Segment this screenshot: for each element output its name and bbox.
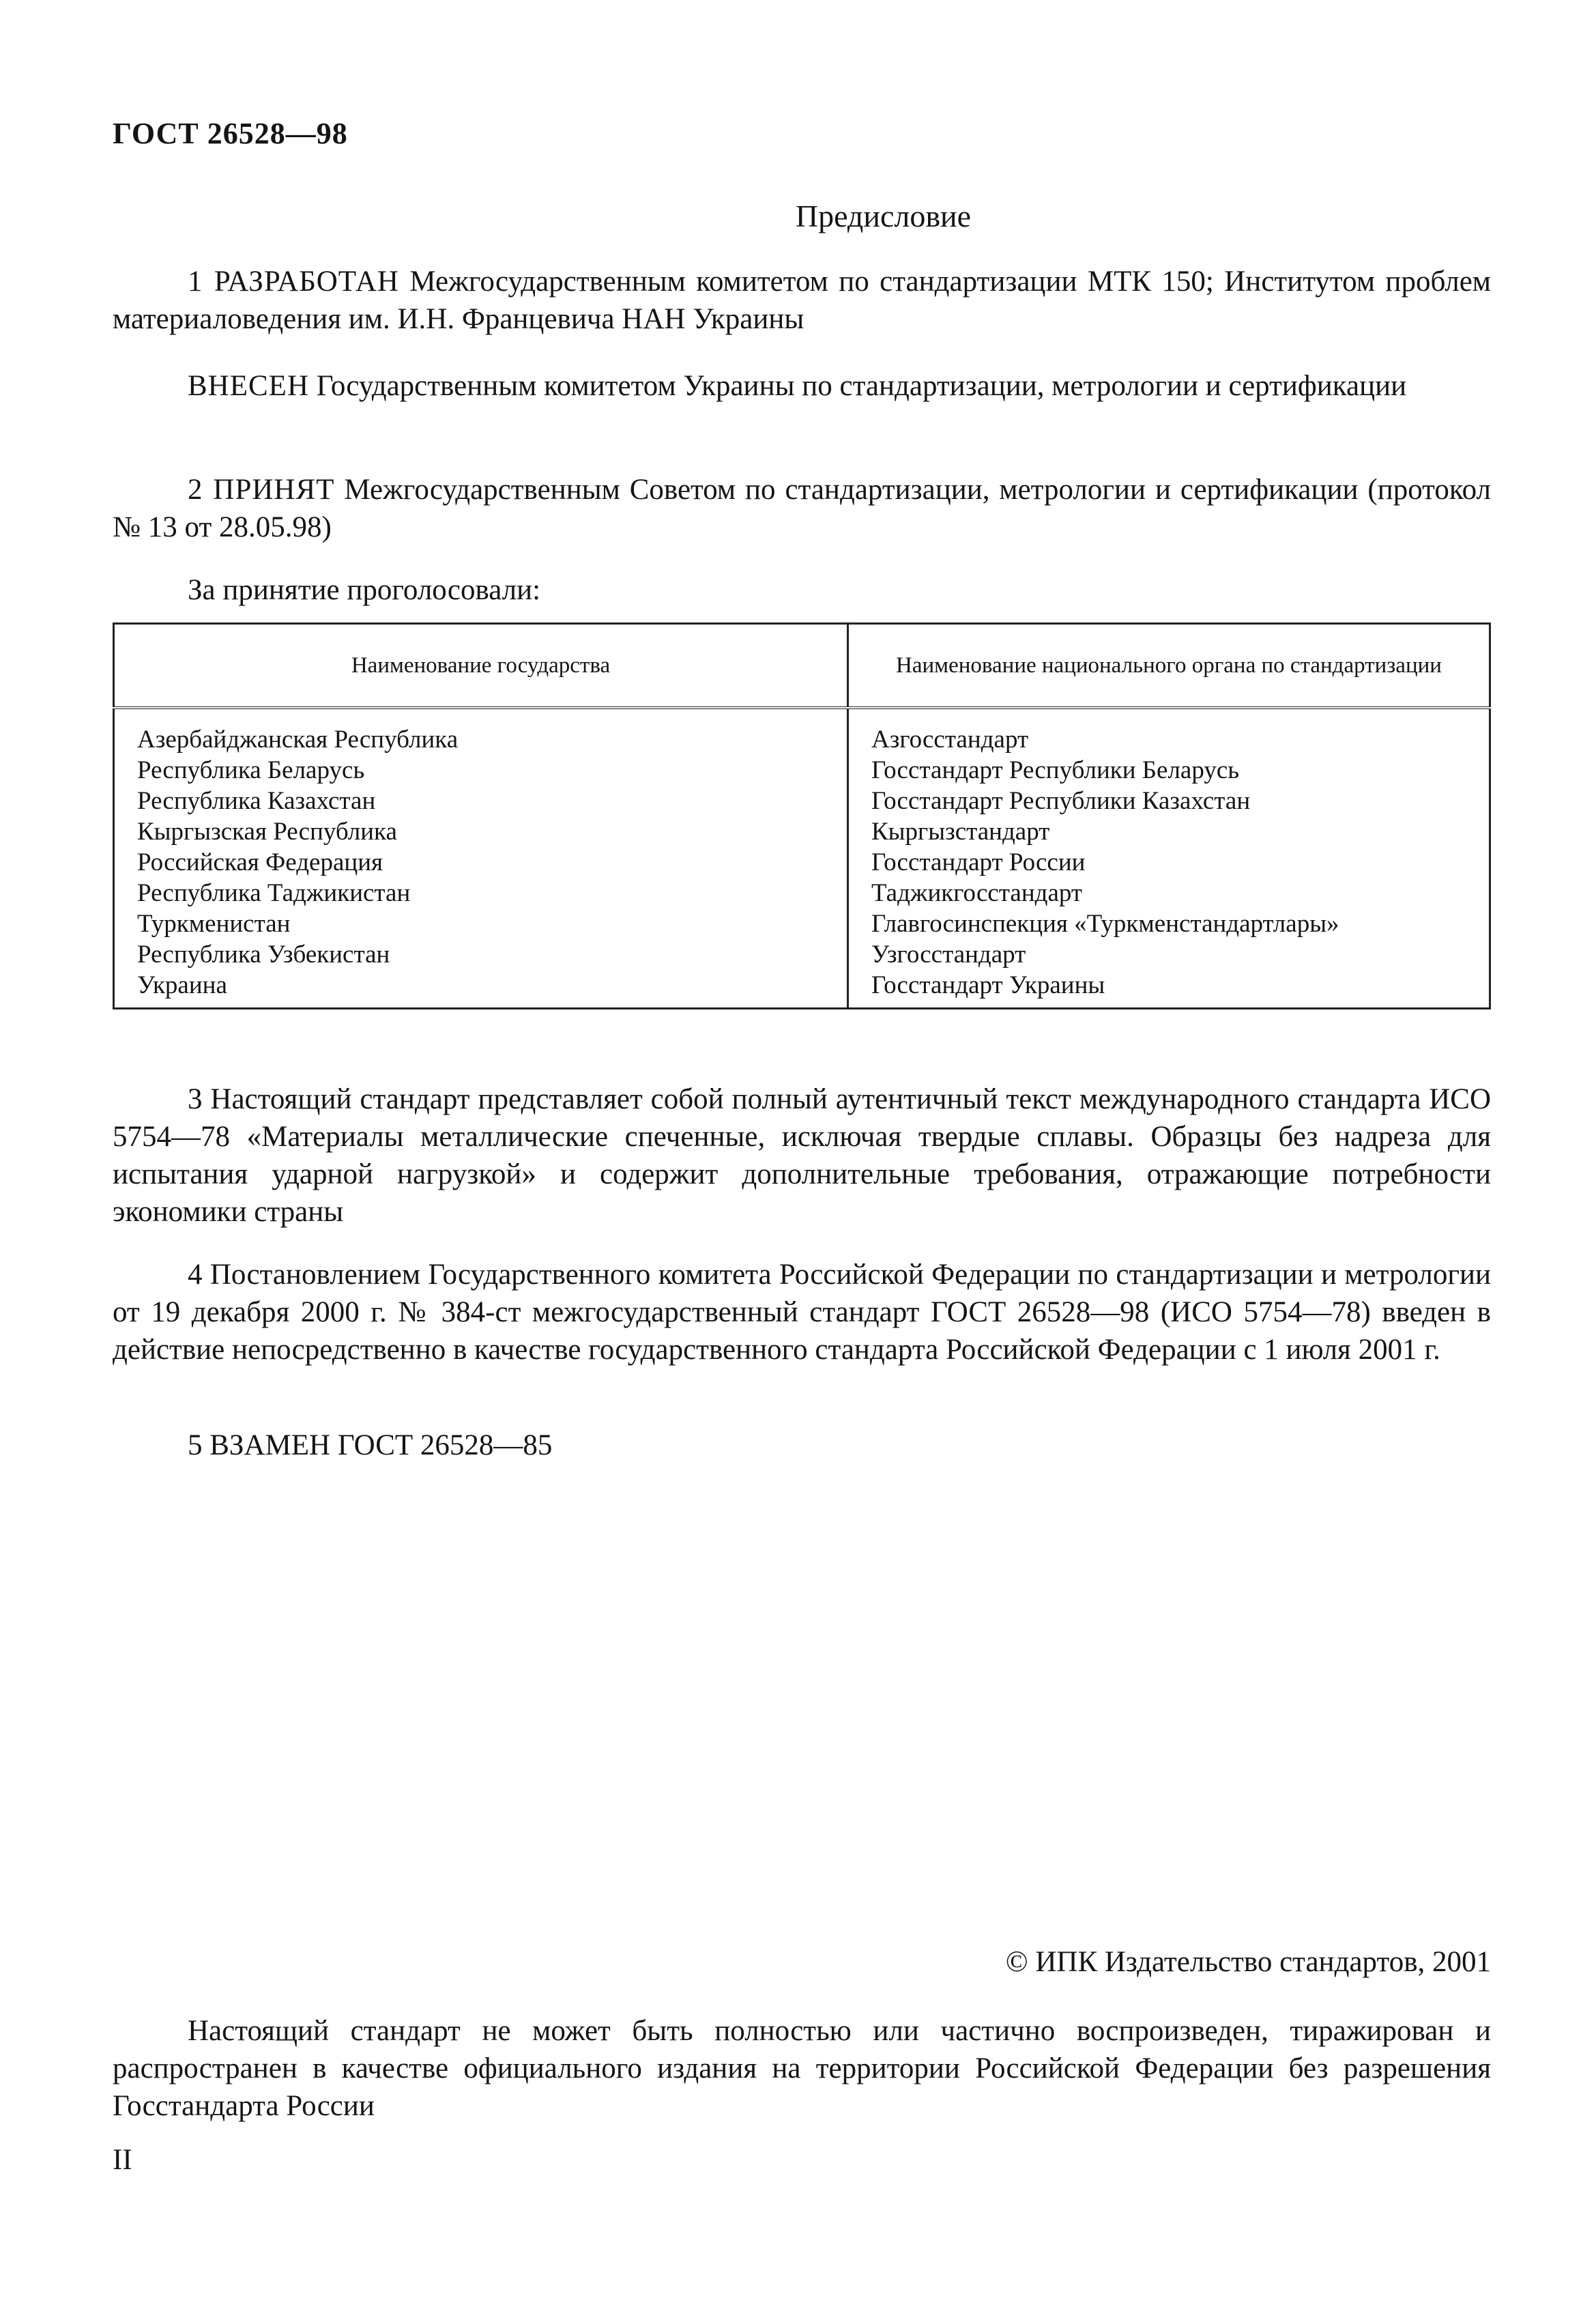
voting-states-table: [113, 622, 1491, 1009]
state-name: Кыргызская Республика: [137, 818, 397, 846]
standards-body-name: Госстандарт Республики Беларусь: [871, 756, 1240, 784]
preface-item-1: [113, 263, 1491, 338]
votes-label: За принятие проголосовали:: [188, 574, 541, 606]
item2-lead: 2 ПРИНЯТ: [188, 474, 335, 506]
standards-body-name: Госстандарт России: [871, 848, 1086, 876]
state-name: Республика Казахстан: [137, 787, 376, 815]
item1b-lead: ВНЕСЕН: [188, 370, 309, 402]
standards-body-name: Госстандарт Республики Казахстан: [871, 787, 1251, 815]
reproduction-notice: Настоящий стандарт не может быть полностью или частично воспроизведен, тиражирован и распространен в качестве официального издания на территории Российской Федерации без разрешения Госстандарта России: [113, 2015, 1491, 2122]
preface-title: Предисловие: [795, 199, 972, 233]
table-header-row: [114, 624, 1490, 708]
state-name: Республика Таджикистан: [137, 879, 411, 907]
state-name: Республика Узбекистан: [137, 941, 390, 969]
item2-text: Межгосударственным Советом по стандартизации, метрологии и сертификации (протокол № 13 от 28.05.98): [113, 474, 1491, 543]
state-name: Украина: [137, 971, 227, 999]
state-name: Российская Федерация: [137, 848, 383, 876]
states-column: [114, 708, 848, 1009]
copyright-notice: © ИПК Издательство стандартов, 2001: [1005, 1946, 1491, 1978]
item1-text: Межгосударственным комитетом по стандартизации МТК 150; Институтом проблем материаловедения им. И.Н. Францевича НАН Украины: [113, 266, 1492, 335]
preface-item-5: 5 ВЗАМЕН ГОСТ 26528—85: [188, 1429, 553, 1461]
document-code-header: ГОСТ 26528—98: [113, 117, 348, 150]
item1-lead: 1 РАЗРАБОТАН: [188, 266, 399, 298]
state-name: Республика Беларусь: [137, 756, 365, 784]
preface-item-4: 4 Постановлением Государственного комитета Российской Федерации по стандартизации и метрологии от 19 декабря 2000 г. № 384-ст межгосударственный стандарт ГОСТ 26528—98 (ИСО 5754—78) введен в действие непосредственно в качестве государственного стандарта Российской Федерации с 1 июля 2001 г.: [113, 1259, 1491, 1366]
standards-body-name: Узгосстандарт: [871, 941, 1026, 969]
column-header-state: Наименование государства: [114, 624, 848, 708]
table-body-row: [114, 708, 1490, 1009]
state-name: Азербайджанская Республика: [137, 726, 459, 754]
preface-item-3: 3 Настоящий стандарт представляет собой полный аутентичный текст международного стандарта ИСО 5754—78 «Материалы металлические спеченные, исключая твердые сплавы. Образцы без надреза для испытания ударной нагрузкой» и содержит дополнительные требования, отражающие потребности экономики страны: [113, 1083, 1491, 1228]
standards-body-name: Азгосстандарт: [871, 726, 1029, 754]
state-name: Туркменистан: [137, 910, 291, 938]
standards-body-name: Госстандарт Украины: [871, 971, 1105, 999]
preface-item-2: [113, 471, 1491, 546]
item1b-text: Государственным комитетом Украины по стандартизации, метрологии и сертификации: [316, 370, 1407, 402]
standards-bodies-column: [848, 708, 1490, 1009]
standards-body-name: Кыргызстандарт: [871, 818, 1050, 846]
column-header-standards-body: Наименование национального органа по стандартизации: [848, 624, 1490, 708]
standards-body-name: Таджикгосстандарт: [871, 879, 1083, 907]
standards-body-name: Главгосинспекция «Туркменстандартлары»: [871, 910, 1339, 938]
preface-item-1b: [113, 367, 1491, 405]
page-number: II: [113, 2144, 132, 2176]
